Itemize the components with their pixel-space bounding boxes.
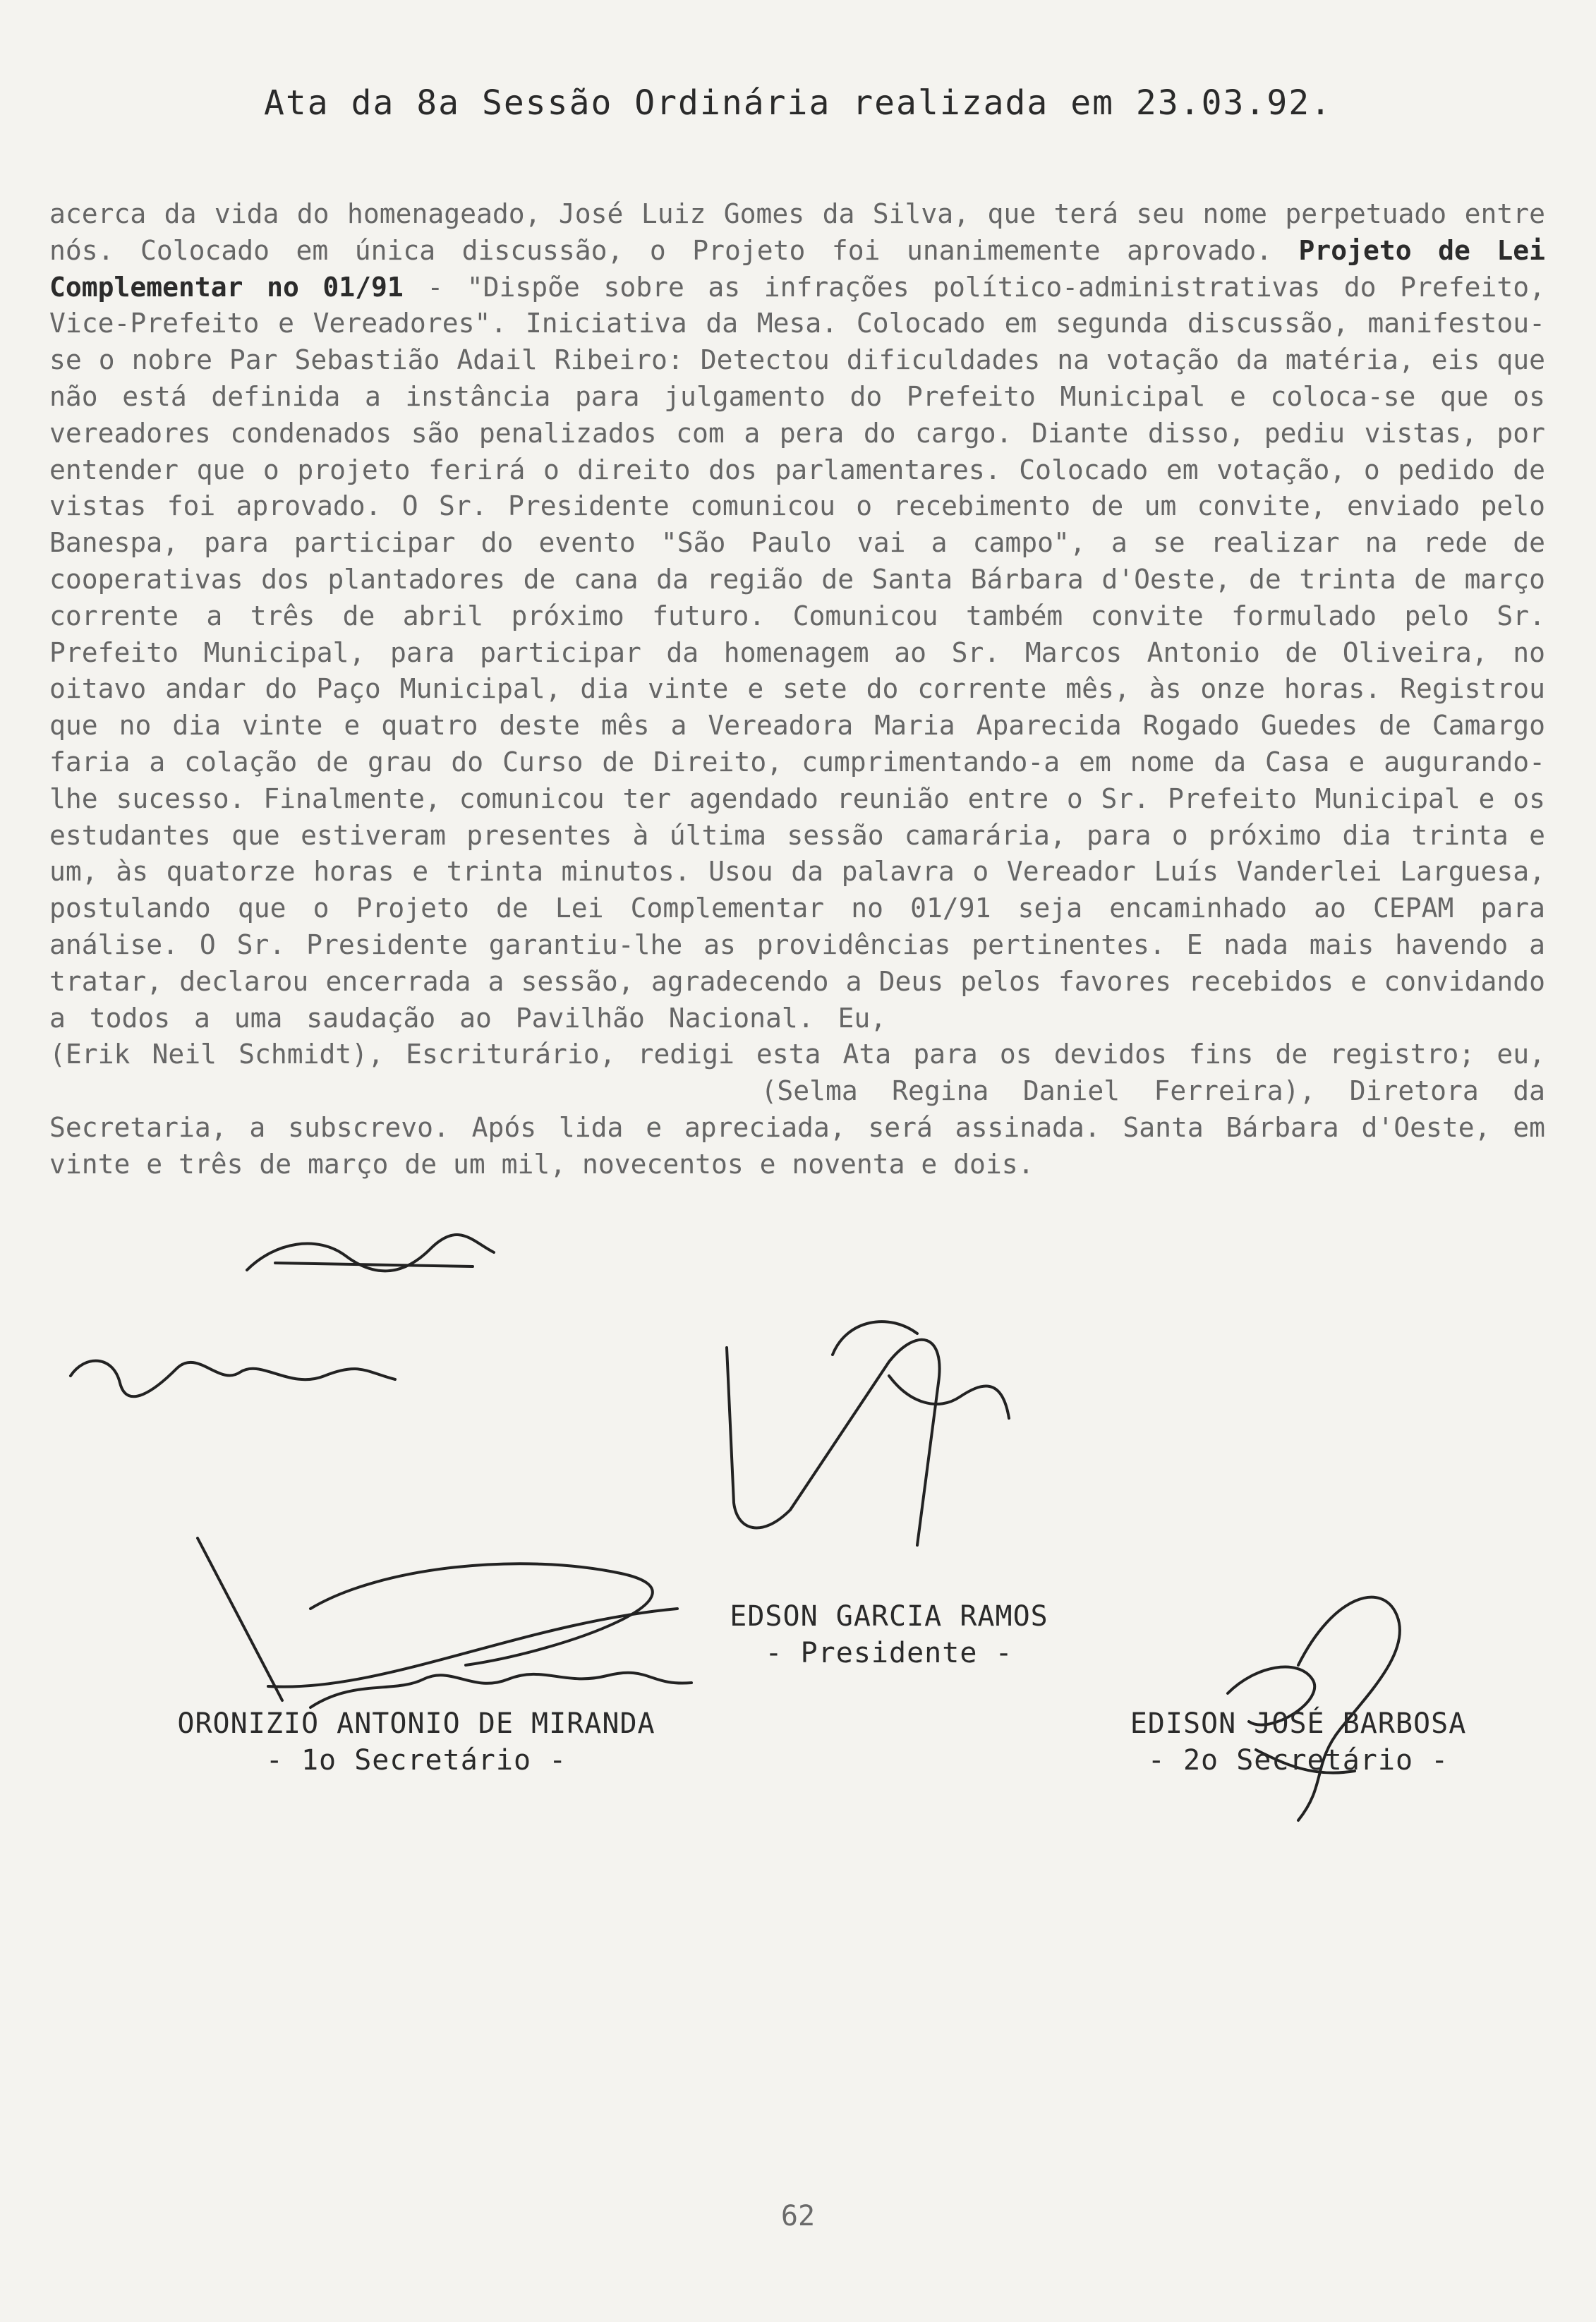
second-secretary-block: [1023, 1707, 1573, 1777]
president-signature: [706, 1291, 1143, 1588]
president-block: [607, 1600, 1171, 1669]
minutes-body: [49, 196, 1545, 1183]
first-secretary-role: - 1o Secretário -: [265, 1744, 567, 1777]
director-line: (Selma Regina Daniel Ferreira), Diretora da Secretaria, a subscrevo. Após lida e apreciada, será assinada. Santa Bárbara d'Oeste, em vinte e três de março de um mil, novecentos e noventa e dois.: [49, 1075, 1545, 1180]
first-secretary-block: [106, 1707, 727, 1777]
minutes-paragraph: [49, 196, 1545, 1183]
first-secretary-name: ORONIZIO ANTONIO DE MIRANDA: [177, 1707, 655, 1740]
second-secretary-role: - 2o Secretário -: [1147, 1744, 1449, 1777]
paragraph-rest: - "Dispõe sobre as infrações político-administrativas do Prefeito, Vice-Prefeito e Vereadores". Iniciativa da Mesa. Colocado em segunda discussão, manifestou-se o nobre Par Sebastião Adail Ribeiro: Detectou dificuldades na votação da matéria, eis que não está definida a instância para julgamento do Prefeito Municipal e coloca-se que os vereadores condenados são penalizados com a pera do cargo. Diante disso, pediu vistas, por entender que o projeto ferirá o direito dos parlamentares. Colocado em votação, o pedido de vistas foi aprovado. O Sr. Presidente comunicou o recebimento de um convite, enviado pelo Banespa, para participar do evento "São Paulo vai a campo", a se realizar na rede de cooperativas dos plantadores de cana da região de Santa Bárbara d'Oeste, de trinta de março corrente a três de abril próximo futuro. Comunicou também convite formulado pelo Sr. Prefeito Municipal, para participar da homenagem ao Sr. Marcos Antonio de Oliveira, no oitavo andar do Paço Municipal, dia vinte e sete do corrente mês, às onze horas. Registrou que no dia vinte e quatro deste mês a Vereadora Maria Aparecida Rogado Guedes de Camargo faria a colação de grau do Curso de Direito, cumprimentando-a em nome da Casa e augurando-lhe sucesso. Finalmente, comunicou ter agendado reunião entre o Sr. Prefeito Municipal e os estudantes que estiveram presentes à última sessão camarária, para o próximo dia trinta e um, às quatorze horas e trinta minutos. Usou da palavra o Vereador Luís Vanderlei Larguesa, postulando que o Projeto de Lei Complementar no 01/91 seja encaminhado ao CEPAM para análise. O Sr. Presidente garantiu-lhe as providências pertinentes. E nada mais havendo a tratar, declarou encerrada a sessão, agradecendo a Deus pelos favores recebidos e convidando a todos a uma saudação ao Pavilhão Nacional. Eu,: [49, 271, 1546, 1034]
president-role: - Presidente -: [765, 1637, 1013, 1669]
paragraph-start: acerca da vida do homenageado, José Luiz Gomes da Silva, que terá seu nome perpetuado entre nós. Colocado em única discussão, o Projeto foi unanimemente aprovado.: [49, 198, 1545, 266]
page-title: Ata da 8a Sessão Ordinária realizada em 23.03.92.: [263, 83, 1333, 123]
second-secretary-name: EDISON JOSÉ BARBOSA: [1130, 1707, 1467, 1740]
second-secretary-signature: [1185, 1552, 1439, 1834]
bill-heading: Projeto de Lei Complementar no 01/91: [49, 234, 1545, 303]
scribe-line: (Erik Neil Schmidt), Escriturário, redigi esta Ata para os devidos fins de registro; eu,: [49, 1039, 1545, 1070]
page-number: 62: [780, 2200, 816, 2232]
president-name: EDSON GARCIA RAMOS: [730, 1600, 1048, 1633]
director-signature: [56, 1348, 409, 1404]
scribe-signature: [233, 1228, 501, 1284]
